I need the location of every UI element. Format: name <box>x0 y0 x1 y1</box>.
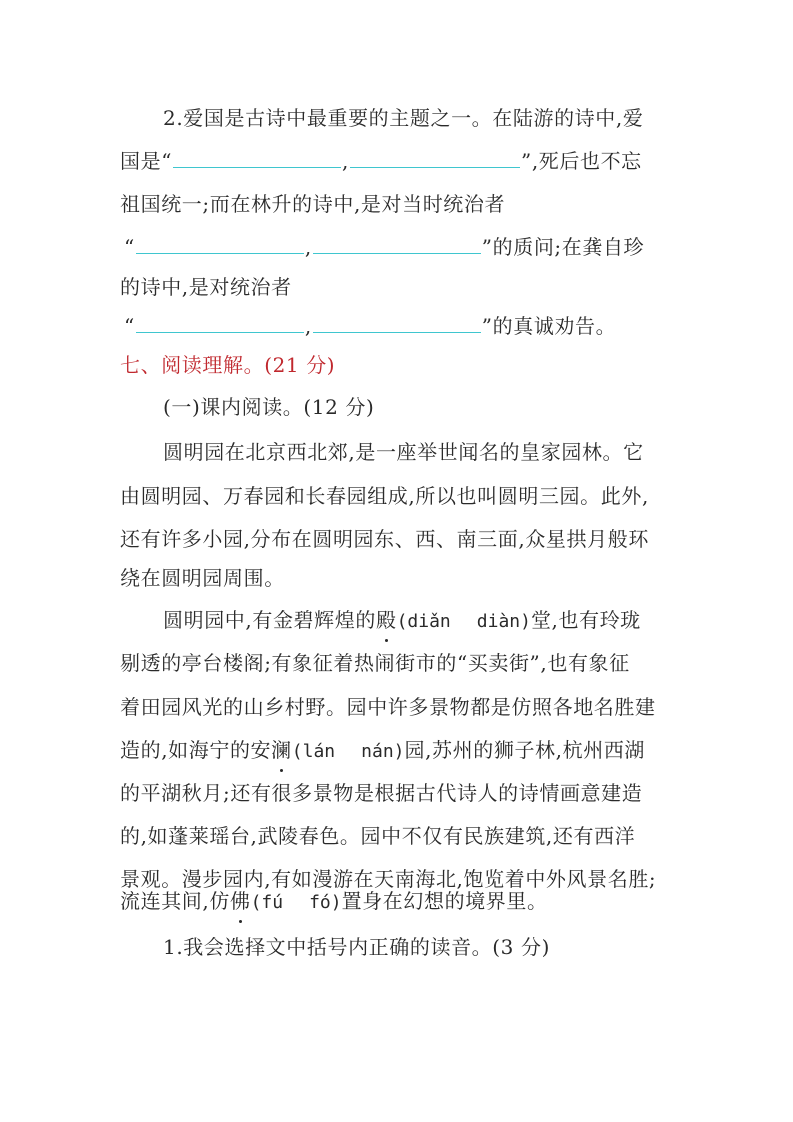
passage-p2-line-5: 的平湖秋月;还有很多景物是根据古代诗人的诗情画意建造 <box>120 781 643 805</box>
answer-blank-gong-zizhen-2[interactable] <box>313 312 481 333</box>
q2-line-4-comma: , <box>304 235 312 259</box>
passage-p1-line-3: 还有许多小园,分布在圆明园东、西、南三面,众星拱月般环 <box>120 527 649 551</box>
q2-line-4 <box>124 232 644 262</box>
passage-p2-line-3: 着田园风光的山乡村野。园中许多景物都是仿照各地名胜建 <box>120 695 656 719</box>
passage-p2-line-7: 景观。漫步园内,有如漫游在天南海北,饱览着中外风景名胜; <box>120 867 657 891</box>
q2-line-2 <box>120 146 642 176</box>
q2-line-6-prefix: “ <box>124 314 135 338</box>
question-1-prompt: 1.我会选择文中括号内正确的读音。(3 分) <box>163 935 550 959</box>
passage-text: 造的,如海宁的安 <box>120 738 272 762</box>
passage-text: 园,苏州的狮子林,杭州西湖 <box>404 738 646 762</box>
subsection-heading-in-class-reading: (一)课内阅读。(12 分) <box>163 395 375 419</box>
answer-blank-lu-you-1[interactable] <box>173 147 341 168</box>
emphasis-dot-char: 澜 <box>271 735 292 765</box>
answer-blank-gong-zizhen-1[interactable] <box>136 312 304 333</box>
emphasis-dot-char: 殿 <box>376 605 397 635</box>
passage-p1-line-2: 由圆明园、万春园和长春园组成,所以也叫圆明三园。此外, <box>120 484 649 508</box>
pinyin-option-b[interactable]: diàn) <box>476 611 531 632</box>
emphasis-dot-char: 佛 <box>230 886 251 916</box>
pinyin-option-a[interactable]: (diǎn <box>396 611 451 632</box>
passage-text: 堂,也有玲珑 <box>530 608 641 632</box>
passage-p2-line-2: 剔透的亭台楼阁;有象征着热闹街市的“买卖街”,也有象征 <box>120 651 630 675</box>
q2-line-4-prefix: “ <box>124 235 135 259</box>
pinyin-options <box>251 892 342 913</box>
q2-line-6 <box>124 311 616 341</box>
pinyin-option-a[interactable]: (fú <box>250 892 284 913</box>
answer-blank-lin-sheng-1[interactable] <box>136 233 304 254</box>
q2-line-2-comma: , <box>342 149 349 173</box>
passage-p2-line-1 <box>163 605 641 635</box>
q2-line-6-suffix: ”的真诚劝告。 <box>481 314 617 338</box>
q2-line-2-prefix: 国是“ <box>120 149 173 173</box>
q2-line-1: 2.爱国是古诗中最重要的主题之一。在陆游的诗中,爱 <box>163 106 644 130</box>
passage-p2-line-4 <box>120 735 645 765</box>
passage-text: 流连其间,仿 <box>120 889 230 913</box>
passage-p1-line-4: 绕在圆明园周围。 <box>120 566 285 590</box>
q2-line-6-comma: , <box>304 314 312 338</box>
q2-line-2-suffix: ”,死后也不忘 <box>521 149 642 173</box>
passage-text: 置身在幻想的境界里。 <box>341 889 548 913</box>
section-heading-reading-comprehension: 七、阅读理解。(21 分) <box>120 353 336 377</box>
pinyin-options <box>292 741 405 762</box>
passage-p2-line-6: 的,如蓬莱瑶台,武陵春色。园中不仅有民族建筑,还有西洋 <box>120 824 636 848</box>
q2-line-4-suffix: ”的质问;在龚自珍 <box>481 235 645 259</box>
answer-blank-lin-sheng-2[interactable] <box>313 233 481 254</box>
pinyin-option-a[interactable]: (lán <box>291 741 336 762</box>
passage-p1-line-1: 圆明园在北京西北郊,是一座举世闻名的皇家园林。它 <box>163 440 644 464</box>
passage-p2-line-8 <box>120 886 548 916</box>
q2-line-3: 祖国统一;而在林升的诗中,是对当时统治者 <box>120 192 506 216</box>
answer-blank-lu-you-2[interactable] <box>350 147 520 168</box>
q2-line-5: 的诗中,是对统治者 <box>120 275 292 299</box>
passage-text: 圆明园中,有金碧辉煌的 <box>163 608 376 632</box>
pinyin-option-b[interactable]: fó) <box>309 892 342 913</box>
pinyin-options <box>397 611 531 632</box>
pinyin-option-b[interactable]: nán) <box>361 741 405 762</box>
